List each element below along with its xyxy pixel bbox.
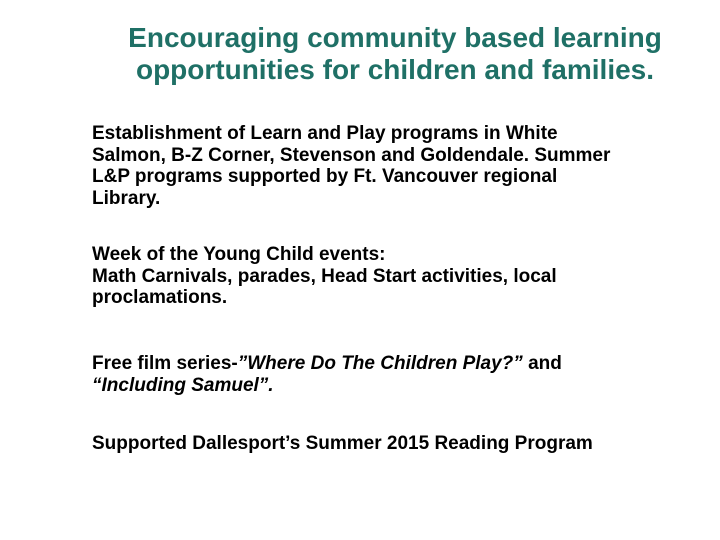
film-series-prefix: Free film series- bbox=[92, 353, 238, 374]
bullet-line: Supported Dallesport’s Summer 2015 Reading Program bbox=[92, 433, 593, 454]
bullet-line: Library. bbox=[92, 187, 161, 209]
slide-title-line-2: opportunities for children and families. bbox=[135, 54, 655, 85]
bullet-line: Math Carnivals, parades, Head Start activities, local bbox=[92, 265, 557, 287]
slide-title-line-1: Encouraging community based learning bbox=[128, 22, 662, 53]
bullet-film-series bbox=[92, 353, 702, 396]
film-series-suffix: and bbox=[522, 353, 562, 374]
slide-title bbox=[80, 22, 710, 86]
bullet-line: proclamations. bbox=[92, 287, 228, 308]
bullet-line bbox=[92, 353, 702, 375]
bullet-week-of-young-child bbox=[92, 244, 702, 309]
bullet-line bbox=[92, 375, 702, 397]
film-title-1: ”Where Do The Children Play?” bbox=[237, 353, 523, 374]
bullet-learn-and-play bbox=[92, 123, 702, 209]
bullet-line: Week of the Young Child events: bbox=[92, 244, 386, 265]
bullet-line: Salmon, B-Z Corner, Stevenson and Goldendale. Summer bbox=[92, 144, 611, 166]
bullet-line: L&P programs supported by Ft. Vancouver regional bbox=[92, 166, 558, 187]
film-title-2: “Including Samuel”. bbox=[92, 374, 274, 396]
bullet-line: Establishment of Learn and Play programs in White bbox=[92, 123, 558, 144]
bullet-reading-program bbox=[92, 433, 702, 455]
